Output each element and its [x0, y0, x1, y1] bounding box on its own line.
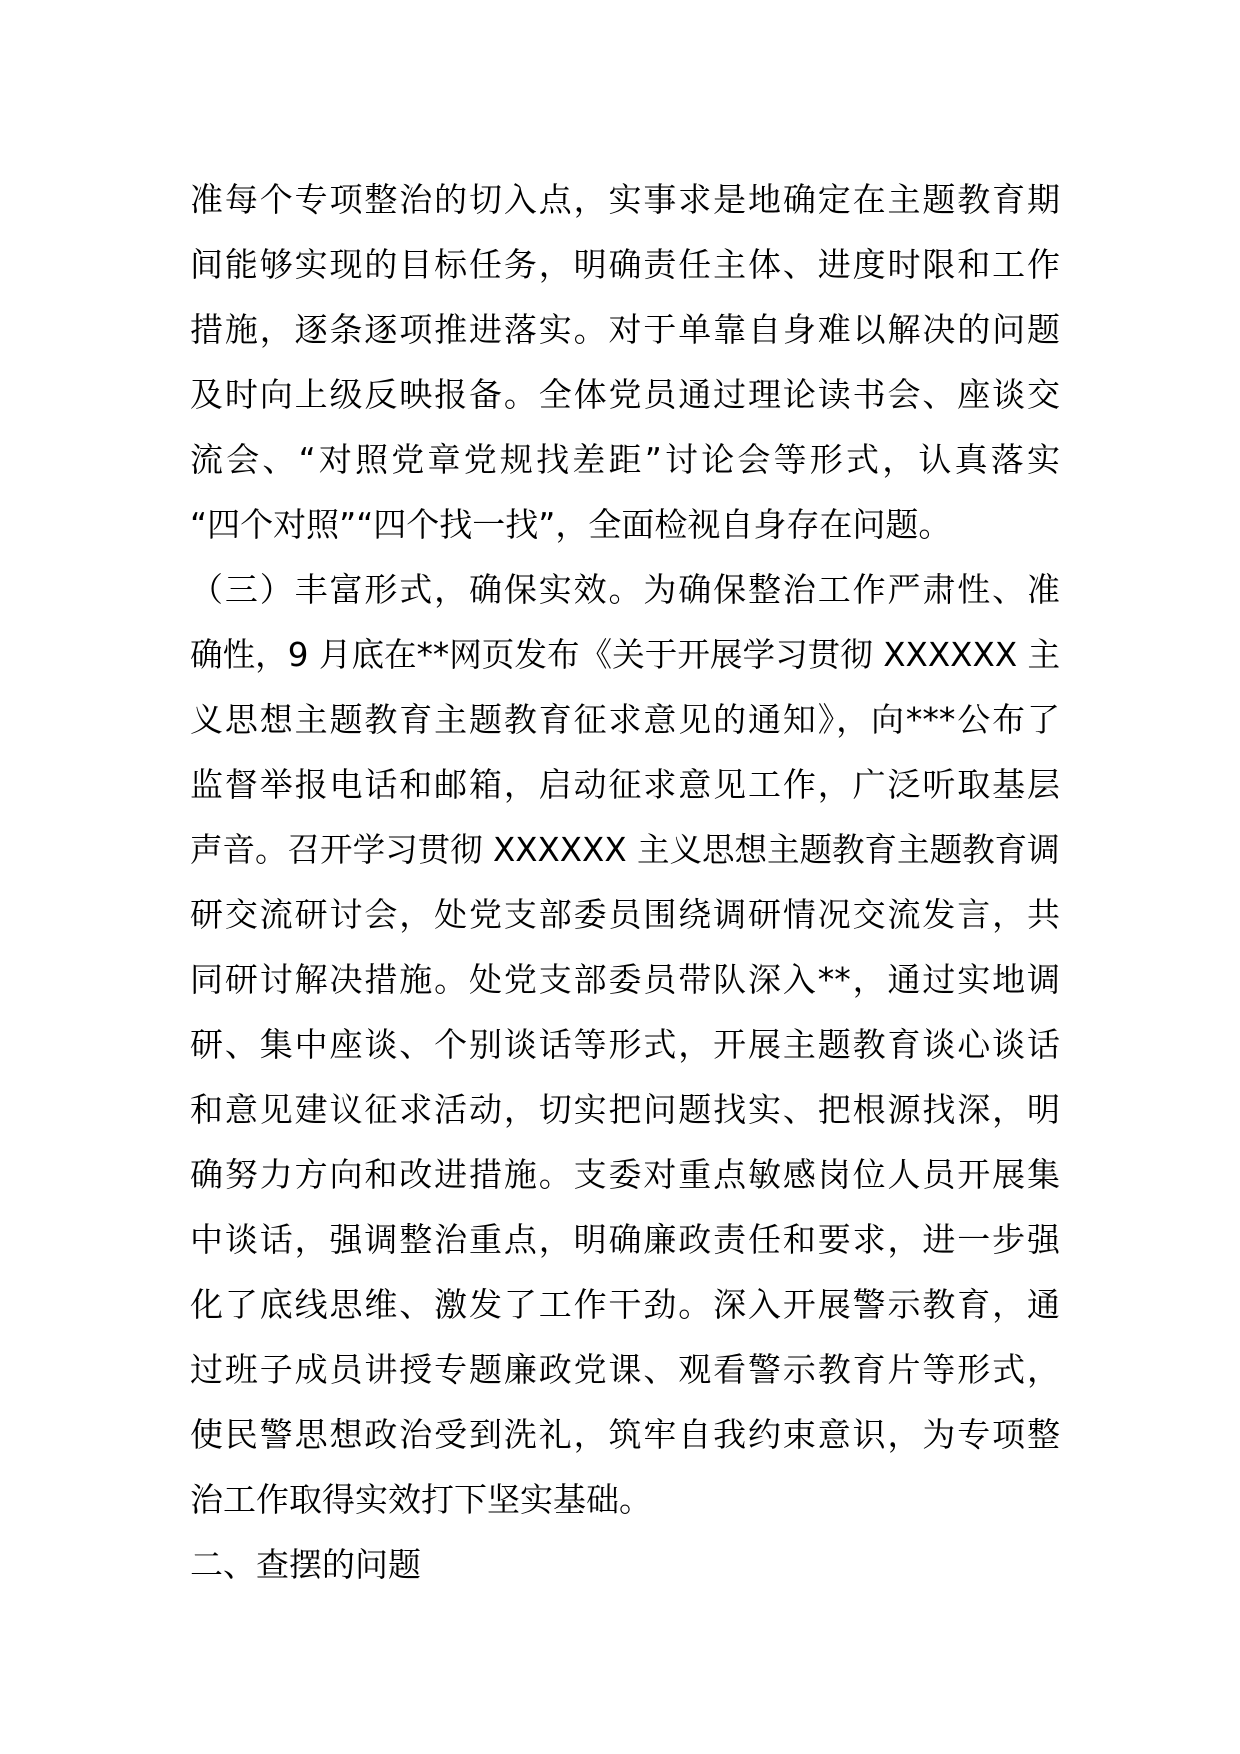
text-line: 措施，逐条逐项推进落实。对于单靠自身难以解决的问题: [190, 310, 1060, 349]
section-heading-line: （三）丰富形式，确保实效。为确保整治工作严肃性、准: [190, 570, 1060, 609]
text-line: 过班子成员讲授专题廉政党课、观看警示教育片等形式，: [190, 1350, 1060, 1389]
text-line: 中谈话，强调整治重点，明确廉政责任和要求，进一步强: [190, 1220, 1060, 1259]
text-line: 间能够实现的目标任务，明确责任主体、进度时限和工作: [190, 245, 1060, 284]
text-line: 确努力方向和改进措施。支委对重点敏感岗位人员开展集: [190, 1155, 1060, 1194]
text-line: 及时向上级反映报备。全体党员通过理论读书会、座谈交: [190, 375, 1060, 414]
text-line: 监督举报电话和邮箱，启动征求意见工作，广泛听取基层: [190, 765, 1060, 804]
text-line: “四个对照”“四个找一找”，全面检视自身存在问题。: [190, 505, 952, 544]
text-line: 和意见建议征求活动，切实把问题找实、把根源找深，明: [190, 1090, 1060, 1129]
document-body: [190, 167, 1060, 1597]
text-line: 研交流研讨会，处党支部委员围绕调研情况交流发言，共: [190, 895, 1060, 934]
text-line: 确性，9 月底在**网页发布《关于开展学习贯彻 XXXXXX 主: [190, 635, 1061, 674]
text-line: 同研讨解决措施。处党支部委员带队深入**，通过实地调: [190, 960, 1060, 999]
text-line: 使民警思想政治受到洗礼，筑牢自我约束意识，为专项整: [190, 1415, 1060, 1454]
text-line: 准每个专项整治的切入点，实事求是地确定在主题教育期: [190, 180, 1060, 219]
text-line: 研、集中座谈、个别谈话等形式，开展主题教育谈心谈话: [190, 1025, 1060, 1064]
section-heading: 二、查摆的问题: [190, 1545, 421, 1584]
text-line: 化了底线思维、激发了工作干劲。深入开展警示教育，通: [190, 1285, 1060, 1324]
text-line: 治工作取得实效打下坚实基础。: [190, 1480, 652, 1519]
text-line: 声音。召开学习贯彻 XXXXXX 主义思想主题教育主题教育调: [190, 830, 1060, 869]
text-line: 义思想主题教育主题教育征求意见的通知》，向***公布了: [190, 700, 1060, 739]
text-line: 流会、“对照党章党规找差距”讨论会等形式，认真落实: [190, 440, 1060, 479]
